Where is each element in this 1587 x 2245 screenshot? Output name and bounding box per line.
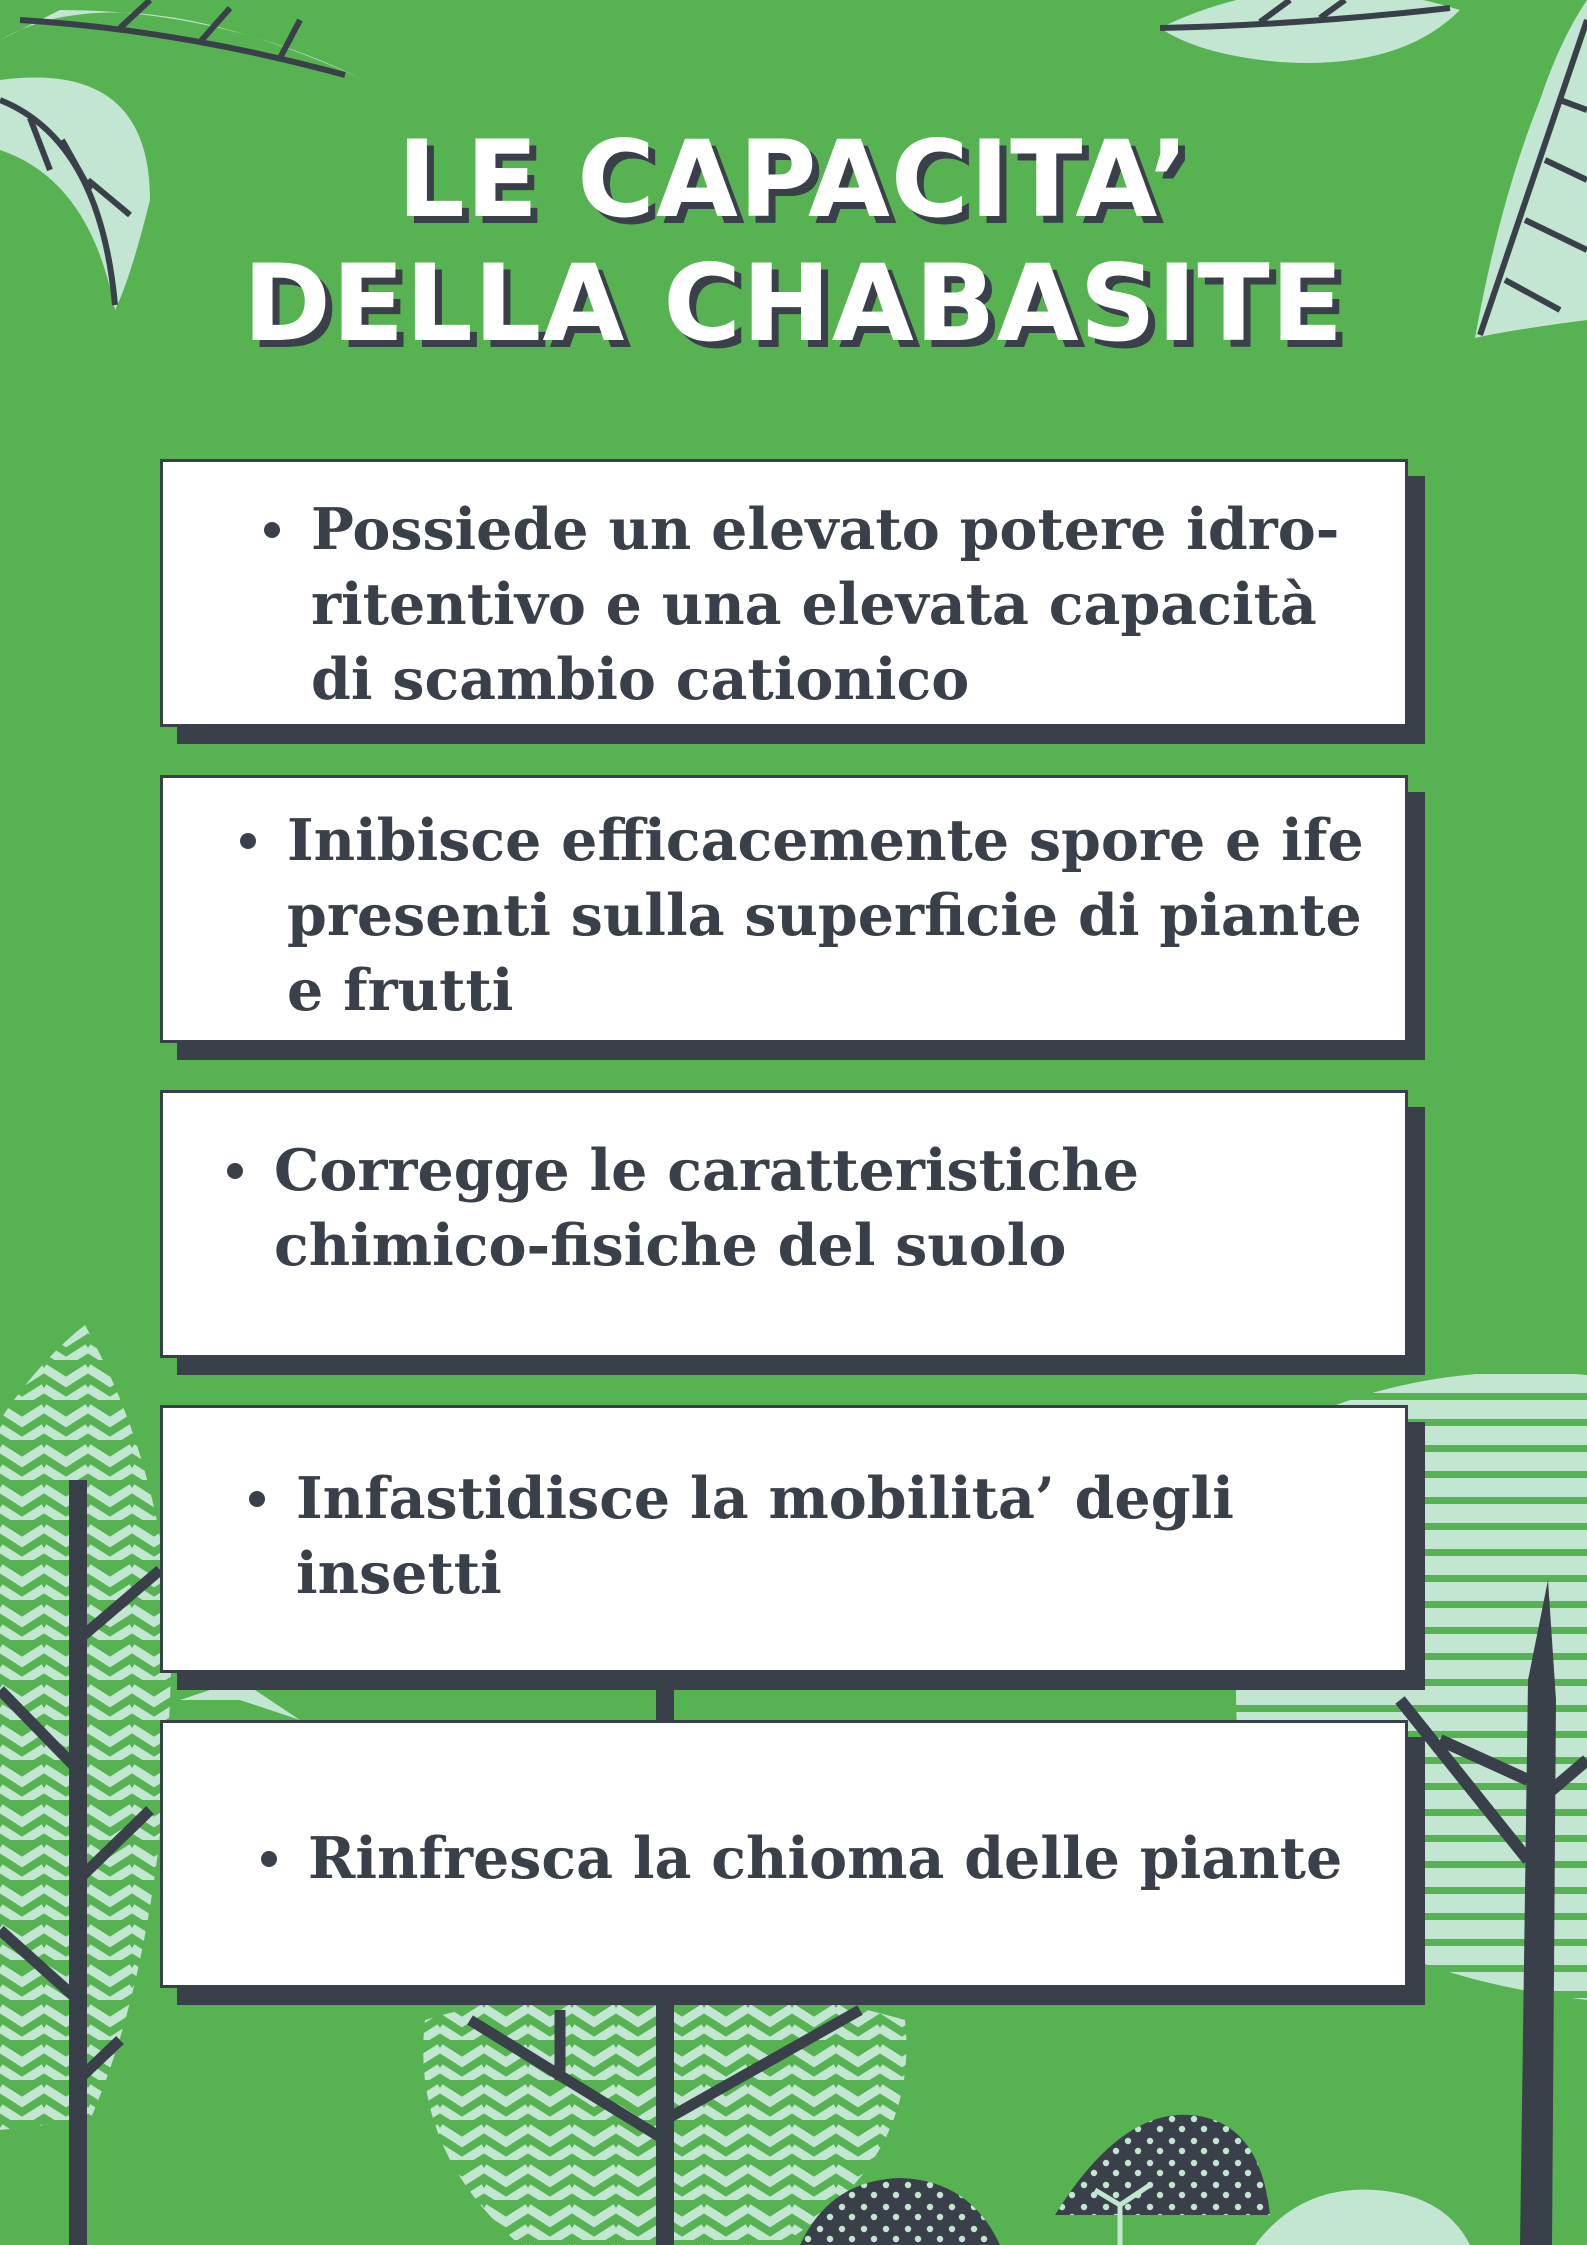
bullet-icon bbox=[261, 1851, 277, 1867]
bullet-icon bbox=[249, 1491, 265, 1507]
bush-decoration-bottom bbox=[800, 2115, 1470, 2245]
item-card-1 bbox=[160, 459, 1408, 727]
item-text-3: Corregge le caratteristiche chimico-fisiche del suolo bbox=[274, 1137, 1139, 1279]
poster-title bbox=[0, 118, 1587, 366]
item-card-2 bbox=[160, 775, 1408, 1043]
item-card-3 bbox=[160, 1090, 1408, 1358]
item-text-2: Inibisce efficacemente spore e ife presenti sulla superficie di piante e frutti bbox=[287, 807, 1364, 1024]
bullet-icon bbox=[240, 833, 256, 849]
title-line-2: DELLA CHABASITE bbox=[242, 242, 1345, 365]
title-line-1: LE CAPACITA’ bbox=[397, 118, 1190, 241]
item-text-5: Rinfresca la chioma delle piante bbox=[308, 1825, 1343, 1892]
bullet-icon bbox=[227, 1163, 243, 1179]
bullet-icon bbox=[264, 522, 280, 538]
tree-decoration-left bbox=[0, 1325, 171, 2245]
item-text-4: Infastidisce la mobilita’ degli insetti bbox=[296, 1465, 1234, 1607]
item-card-4 bbox=[160, 1405, 1408, 1673]
item-card-5 bbox=[160, 1720, 1408, 1988]
item-text-1: Possiede un elevato potere idro-ritentivo e una elevata capacità di scambio cationico bbox=[311, 496, 1340, 713]
